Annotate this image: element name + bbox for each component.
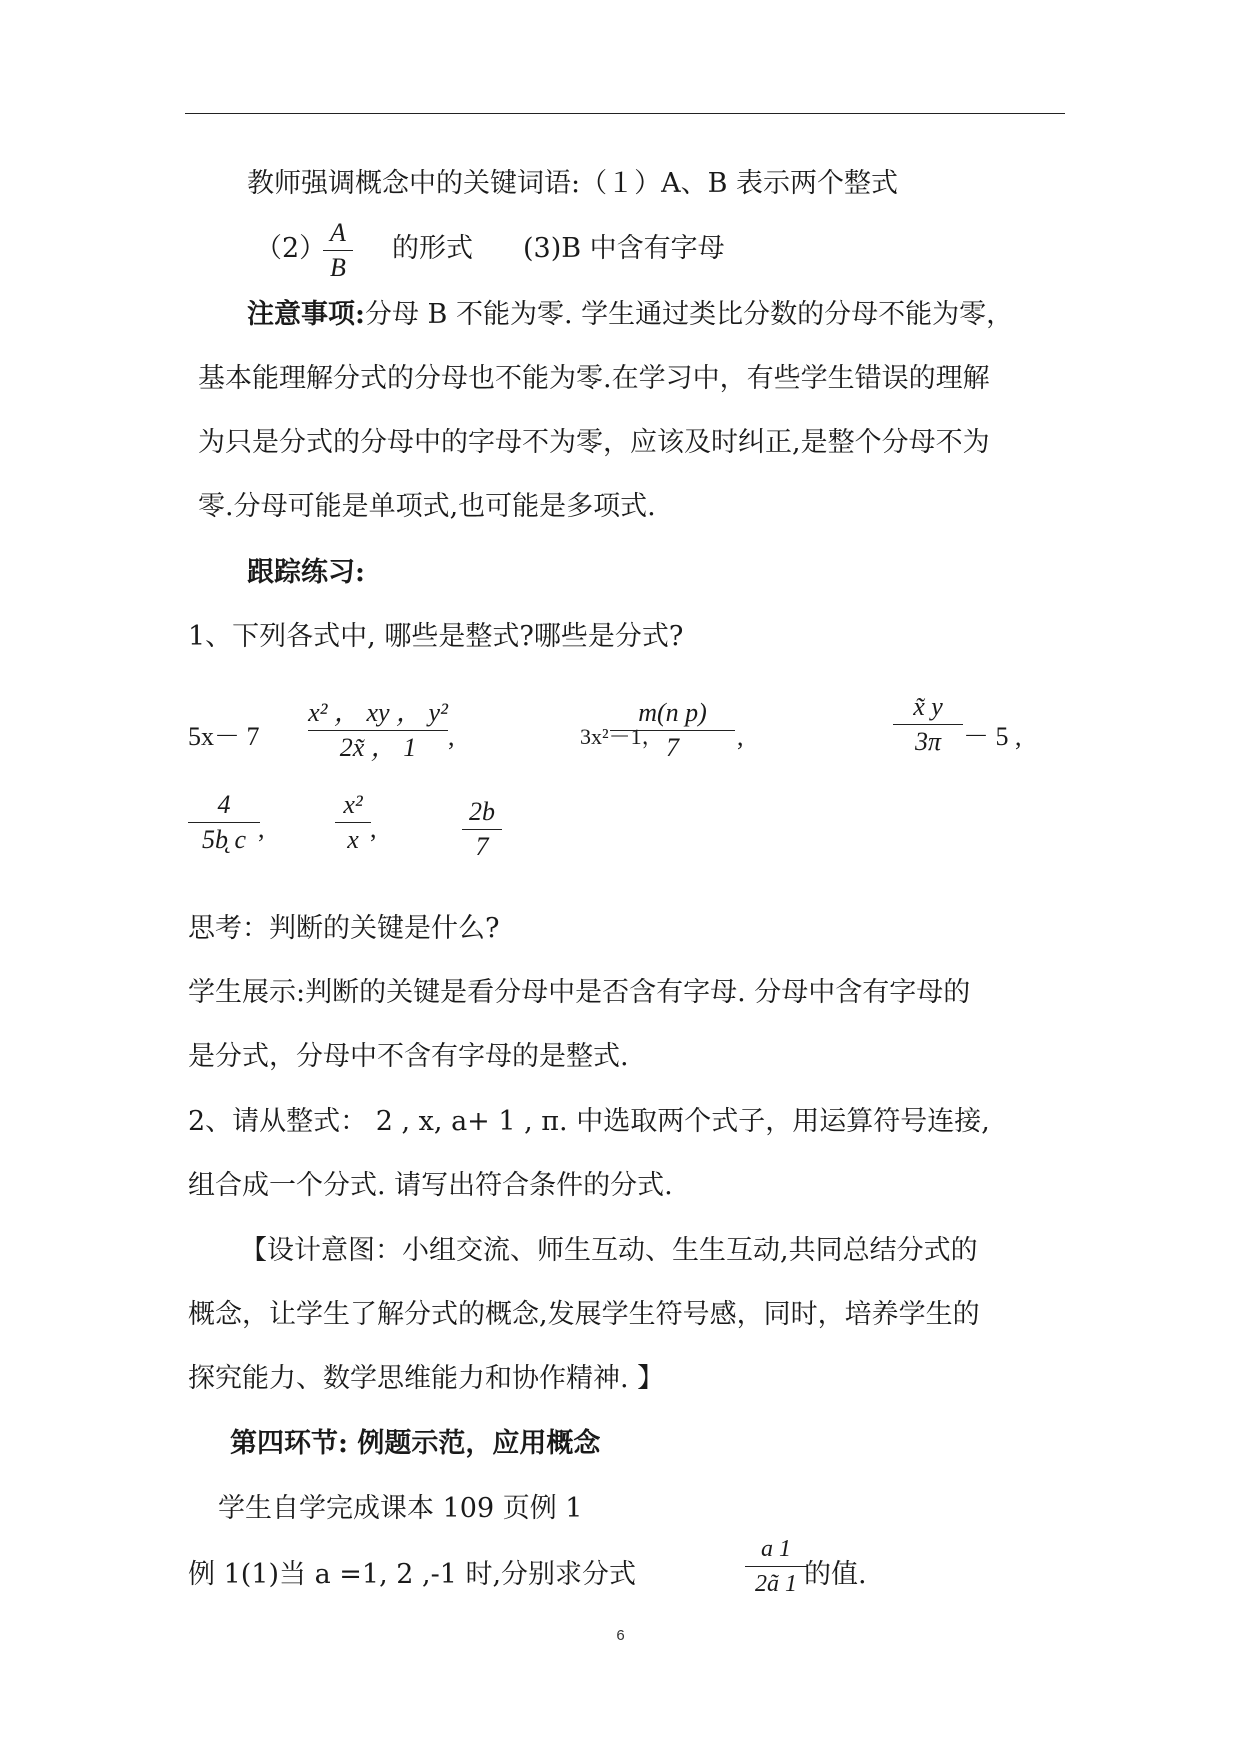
- expression-3: m(n p) 7: [610, 698, 735, 763]
- question-2-line-2: 组合成一个分式. 请写出符合条件的分式.: [188, 1170, 673, 1201]
- design-intent-3: 探究能力、数学思维能力和协作精神. 】: [188, 1363, 665, 1394]
- note-line-4: 零.分母可能是单项式,也可能是多项式.: [198, 491, 656, 522]
- expression-3-lead: 3x²－1，: [580, 724, 664, 749]
- keyword-prefix: （2）: [255, 233, 327, 264]
- keyword-form-text: 的形式: [392, 233, 473, 264]
- expression-5: 4 5b̨ c: [188, 790, 260, 855]
- page-number: 6: [616, 1627, 625, 1644]
- student-answer-2: 是分式，分母中不含有字母的是整式.: [188, 1041, 629, 1072]
- fraction-a-over-b: A B: [323, 218, 353, 283]
- expression-2: x² ， xy ， y² 2x̃ ， 1: [308, 698, 448, 762]
- note-line-1: 注意事项:分母 B 不能为零. 学生通过类比分数的分母不能为零，: [247, 299, 1014, 330]
- expression-4: x̃ y 3π: [893, 692, 963, 757]
- expression-7: 2b 7: [462, 797, 502, 862]
- question-1: 1、下列各式中, 哪些是整式?哪些是分式?: [188, 621, 684, 652]
- keyword-letter-text: (3)B 中含有字母: [523, 233, 725, 264]
- question-2-line-1: 2、请从整式： 2 , x, a+ 1 , π. 中选取两个式子，用运算符号连接,: [188, 1106, 990, 1137]
- concept-keywords: 教师强调概念中的关键词语:（１）A、B 表示两个整式: [247, 168, 899, 199]
- example-1-fraction: a 1 2ã 1: [745, 1534, 807, 1599]
- expression-1: 5x－ 7: [188, 722, 260, 751]
- expression-6: x² x: [335, 790, 371, 855]
- document-page: 教师强调概念中的关键词语:（１）A、B 表示两个整式 （2） A B 的形式 (3)B 中含有字母 注意事项:分母 B 不能为零. 学生通过类比分数的分母不能为零， 基本能理解分式的分母也不能为零.在学习中，有些学生错误的理解 为只是分式的分母中的字母不为零，应该及时纠正,是整个分母不为 零.分母可能是单项式,也可能是多项式. 跟踪练习: 1、下列各式中, 哪些是整式?哪些是分式? 5x－ 7 x² ， xy ， y² 2x̃ ， 1 , 3x²－1， m(n p) 7 , x̃ y 3π － 5 , 4 5b̨ c , x² x , 2b 7 思考：判断的关键是什么? 学生展示:判断的关键是看分母中是否含有字母. 分母中含有字母的 是分式，分母中不含有字母的是整式. 2、请从整式： 2 , x, a+ 1 , π. 中选取两个式子，用运算符号连接, 组合成一个分式. 请写出符合条件的分式. 【设计意图：小组交流、师生互动、生生互动,共同总结分式的 概念，让学生了解分式的概念,发展学生符号感，同时，培养学生的 探究能力、数学思维能力和协作精神. 】 第四环节: 例题示范，应用概念 学生自学完成课本 109 页例 1 例 1(1)当 a =1, 2 ,-1 时,分别求分式 a 1 2ã 1 的值. 6: [0, 0, 1241, 1754]
- practice-title: 跟踪练习:: [247, 557, 365, 588]
- design-intent-1: 【设计意图：小组交流、师生互动、生生互动,共同总结分式的: [240, 1235, 978, 1266]
- example-1-text: 例 1(1)当 a =1, 2 ,-1 时,分别求分式: [188, 1559, 637, 1590]
- design-intent-2: 概念，让学生了解分式的概念,发展学生符号感，同时，培养学生的: [188, 1299, 980, 1330]
- header-rule: [185, 113, 1065, 114]
- student-answer-1: 学生展示:判断的关键是看分母中是否含有字母. 分母中含有字母的: [188, 977, 971, 1008]
- example-1-tail: 的值.: [804, 1559, 867, 1590]
- section-4-title: 第四环节: 例题示范，应用概念: [230, 1428, 601, 1459]
- note-label: 注意事项:: [247, 299, 365, 330]
- think-question: 思考：判断的关键是什么?: [188, 913, 500, 944]
- note-line-3: 为只是分式的分母中的字母不为零，应该及时纠正,是整个分母不为: [198, 427, 990, 458]
- note-line-2: 基本能理解分式的分母也不能为零.在学习中，有些学生错误的理解: [198, 363, 990, 394]
- self-study-line: 学生自学完成课本 109 页例 1: [218, 1493, 583, 1524]
